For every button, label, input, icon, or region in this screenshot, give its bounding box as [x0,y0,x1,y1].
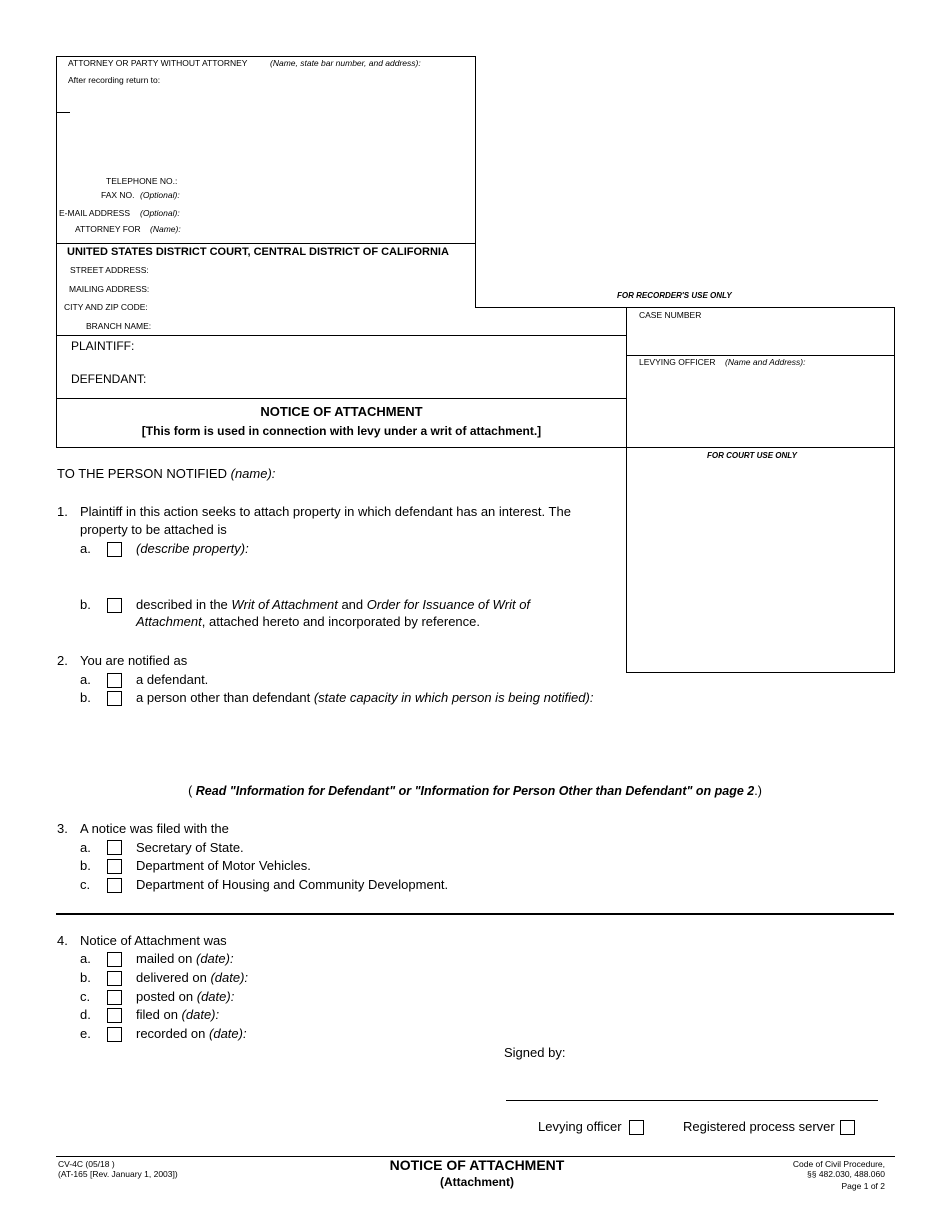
item4-text: Notice of Attachment was [80,933,227,948]
item4-number: 4. [57,933,68,948]
email-label: E-MAIL ADDRESS [59,208,131,218]
item2-b-letter: b. [80,690,91,705]
form-subtitle: [This form is used in connection with levy under a writ of attachment.] [141,424,542,438]
recorder-use-label: FOR RECORDER'S USE ONLY [617,291,732,300]
recorder-rule [475,307,895,308]
case-left-rule [626,307,627,673]
case-number-label: CASE NUMBER [639,310,702,320]
read-note-close: .) [754,784,762,798]
title-top-rule [56,398,627,399]
form-rev: (AT-165 [Rev. January 1, 2003]) [58,1169,178,1179]
case-right-rule [894,307,895,673]
item1-line2: property to be attached is [80,522,227,537]
item4-option-line [136,989,234,1004]
item4-option-hint: (date): [196,951,234,966]
item4-option-text: posted on [136,989,194,1004]
item4-option-hint: (date): [210,970,249,985]
item1-b-line2 [136,614,480,629]
item4-option-letter: d. [80,1007,91,1022]
process-server-option: Registered process server [683,1119,835,1134]
form-title: NOTICE OF ATTACHMENT [260,404,423,419]
attorney-for-label: ATTORNEY FOR [75,224,141,234]
item3-option-letter: c. [80,877,91,892]
item2-b-hint: (state capacity in which person is being notified): [313,690,594,705]
fax-hint: (Optional): [140,190,180,200]
item1-b-checkbox[interactable] [107,598,122,613]
court-name: UNITED STATES DISTRICT COURT, CENTRAL DISTRICT OF CALIFORNIA [67,246,449,258]
item2-number: 2. [57,653,68,668]
street-address-label: STREET ADDRESS: [70,265,149,275]
code-reference-1: Code of Civil Procedure, [792,1159,885,1169]
court-use-label: FOR COURT USE ONLY [707,451,797,460]
defendant-label: DEFENDANT: [71,372,147,386]
levying-officer-label: LEVYING OFFICER [639,357,716,367]
item4-option-hint: (date): [181,1007,220,1022]
item4-option-text: delivered on [136,970,207,985]
attorney-tick [56,112,70,113]
attorney-label: ATTORNEY OR PARTY WITHOUT ATTORNEY [68,58,248,68]
case-number-rule [626,355,895,356]
levying-officer-option: Levying officer [538,1119,622,1134]
item1-b-and: and [337,597,367,612]
attorney-for-hint: (Name): [150,224,181,234]
item3-option-text: Department of Motor Vehicles. [136,858,311,873]
telephone-label: TELEPHONE NO.: [106,176,178,186]
item3-number: 3. [57,821,68,836]
process-server-checkbox[interactable] [840,1120,855,1135]
item4-option-hint: (date): [196,989,235,1004]
item3-option-checkbox[interactable] [107,859,122,874]
court-right-rule [475,243,476,308]
notified-label: TO THE PERSON NOTIFIED [57,466,227,481]
item2-a-letter: a. [80,672,91,687]
item1-a-checkbox[interactable] [107,542,122,557]
item4-option-letter: a. [80,951,91,966]
item2-b-text: a person other than defendant [136,690,314,705]
item3-option-checkbox[interactable] [107,840,122,855]
item1-b-letter: b. [80,597,91,612]
return-to-label: After recording return to: [68,75,161,85]
item3-option-checkbox[interactable] [107,878,122,893]
item4-option-line [136,1007,219,1022]
item1-b-rest: , attached hereto and incorporated by reference. [201,614,481,629]
attorney-hint: (Name, state bar number, and address): [270,58,421,68]
item1-line1: Plaintiff in this action seeks to attach property in which defendant has an interest. The [80,504,571,519]
plaintiff-label: PLAINTIFF: [71,339,135,353]
item1-b-line1 [136,597,530,612]
item4-option-letter: c. [80,989,91,1004]
item1-a-text: (describe property): [136,541,249,556]
item4-option-line [136,970,248,985]
item1-a-letter: a. [80,541,91,556]
page-number: Page 1 of 2 [841,1181,885,1191]
item1-number: 1. [57,504,68,519]
levying-officer-hint: (Name and Address): [725,357,806,367]
signed-by-label: Signed by: [504,1045,566,1060]
item4-option-hint: (date): [209,1026,247,1041]
footer-title: NOTICE OF ATTACHMENT [389,1157,565,1173]
item1-b-writ: Writ of Attachment [231,597,338,612]
notified-line [57,466,275,481]
item3-option-letter: a. [80,840,91,855]
item3-option-letter: b. [80,858,91,873]
court-top-rule [56,243,476,244]
title-bottom-rule [56,447,627,448]
read-note-text: Read "Information for Defendant" or "Information for Person Other than Defendant" on page 2 [195,784,755,798]
code-reference-2: §§ 482.030, 488.060 [807,1169,885,1179]
read-note [0,784,950,798]
item4-option-text: mailed on [136,951,193,966]
fax-label: FAX NO. [101,190,135,200]
item4-option-line [136,1026,247,1041]
item3-option-text: Secretary of State. [136,840,244,855]
section-divider [56,913,894,915]
email-hint: (Optional): [140,208,180,218]
parties-top-rule [56,335,627,336]
item2-a-checkbox[interactable] [107,673,122,688]
branch-name-label: BRANCH NAME: [86,321,152,331]
item2-a-text: a defendant. [136,672,209,687]
item4-option-checkbox[interactable] [107,1027,122,1042]
notified-hint: (name): [230,466,276,481]
levying-officer-checkbox[interactable] [629,1120,644,1135]
item1-b-attach: Attachment [136,614,202,629]
case-bottom-rule [626,672,895,673]
item4-option-text: recorded on [136,1026,206,1041]
item2-b-line [136,690,593,705]
item3-option-text: Department of Housing and Community Development. [136,877,449,892]
city-zip-label: CITY AND ZIP CODE: [64,302,148,312]
item4-option-letter: e. [80,1026,91,1041]
item4-option-checkbox[interactable] [107,990,122,1005]
item4-option-letter: b. [80,970,91,985]
item4-option-checkbox[interactable] [107,1008,122,1023]
footer-subtitle: (Attachment) [440,1175,514,1189]
court-use-rule [626,447,895,448]
mailing-address-label: MAILING ADDRESS: [69,284,150,294]
item1-b-order: Order for Issuance of Writ of [366,597,531,612]
form-id: CV-4C (05/18 ) [58,1159,115,1169]
item4-option-line [136,951,234,966]
item2-b-checkbox[interactable] [107,691,122,706]
item4-option-text: filed on [136,1007,178,1022]
item2-text: You are notified as [80,653,188,668]
item1-b-text1: described in the [136,597,232,612]
signature-line[interactable] [506,1100,878,1101]
item4-option-checkbox[interactable] [107,952,122,967]
item4-option-checkbox[interactable] [107,971,122,986]
read-note-open: ( [188,784,196,798]
item3-text: A notice was filed with the [80,821,229,836]
